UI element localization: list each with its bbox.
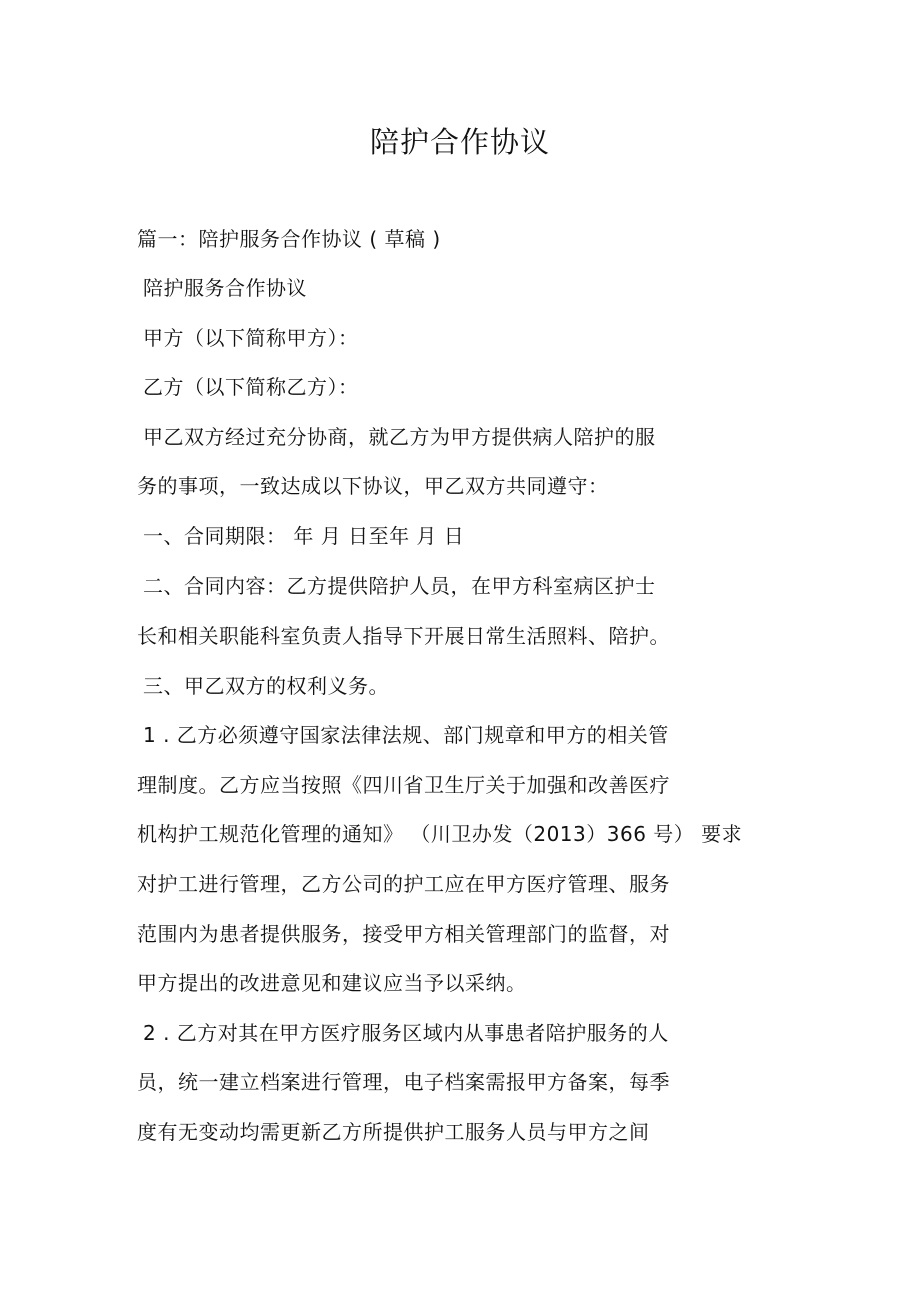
text-line: 机构护工规范化管理的通知》 （川卫办发（2013）366 号） 要求	[137, 822, 743, 846]
text-line: 对护工进行管理，乙方公司的护工应在甲方医疗管理、服务	[137, 872, 670, 896]
text-line: 度有无变动均需更新乙方所提供护工服务人员与甲方之间	[137, 1120, 650, 1144]
text-line: 员，统一建立档案进行管理，电子档案需报甲方备案，每季	[137, 1070, 670, 1094]
text-line: 理制度。乙方应当按照《四川省卫生厅关于加强和改善医疗	[137, 773, 670, 797]
text-line-subtitle: 陪护服务合作协议	[143, 276, 307, 300]
text-line-party-b: 乙方（以下简称乙方）：	[143, 375, 359, 399]
text-line: 务的事项，一致达成以下协议，甲乙双方共同遵守：	[137, 474, 609, 498]
text-line-heading: 篇一：陪护服务合作协议 ( 草稿 )	[137, 227, 441, 251]
text-line: 二、合同内容：乙方提供陪护人员，在甲方科室病区护士	[143, 574, 656, 598]
text-line: 长和相关职能科室负责人指导下开展日常生活照料、陪护。	[137, 624, 670, 648]
text-line: 甲乙双方经过充分协商，就乙方为甲方提供病人陪护的服	[143, 425, 656, 449]
text-line: 范围内为患者提供服务，接受甲方相关管理部门的监督，对	[137, 922, 670, 946]
text-line-clause-1: 1 . 乙方必须遵守国家法律法规、部门规章和甲方的相关管	[143, 723, 669, 747]
document-title: 陪护合作协议	[369, 125, 550, 159]
text-line-clause-2: 2 . 乙方对其在甲方医疗服务区域内从事患者陪护服务的人	[143, 1021, 669, 1045]
text-line-party-a: 甲方（以下简称甲方）：	[143, 326, 359, 350]
text-line-term: 一、合同期限： 年 月 日至年 月 日	[143, 524, 465, 548]
text-line-section-heading: 三、甲乙双方的权利义务。	[143, 674, 389, 698]
text-line: 甲方提出的改进意见和建议应当予以采纳。	[137, 971, 527, 995]
